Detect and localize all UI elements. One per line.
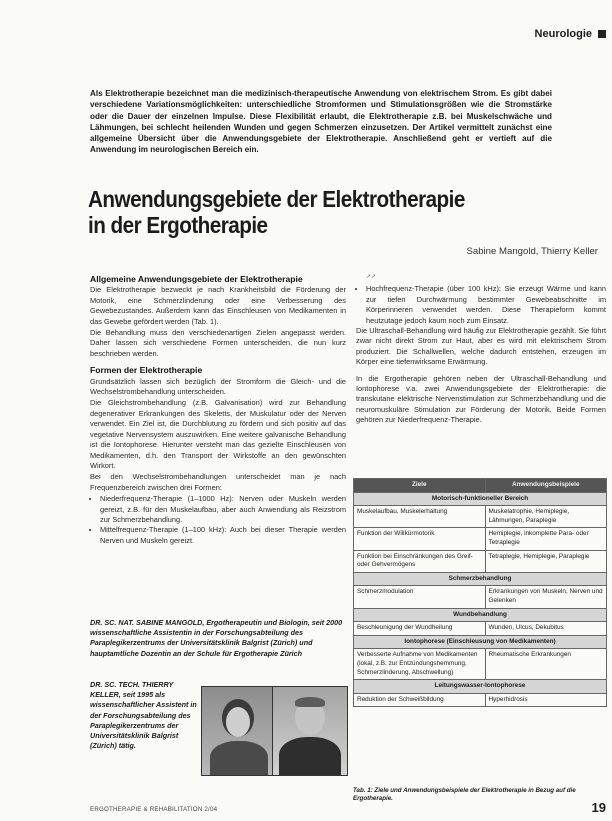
- list-item: • Mittelfrequenz-Therapie (1–100 kHz): Auch bei dieser Therapie werden Nerven und Muskeln gereizt.: [100, 525, 346, 546]
- table-row: [354, 506, 607, 528]
- hochfrequenz-list: [356, 284, 606, 326]
- table-category: Leitungswasser-Iontophorese: [354, 680, 607, 694]
- paragraph: In die Ergotherapie gehören neben der Ultraschall-Behandlung und Iontophorese v.a. zwei Anwendungsgebiete der Elektrotherapie: die transkutane elektrische Nervenstimulation zur Schmerzbehandlung und die neuromuskuläre Stimulation zur Förderung der Motorik. Beide Formen gehören zur Niederfrequenz-Therapie.: [356, 373, 606, 425]
- article-authors: Sabine Mangold, Thierry Keller: [466, 246, 598, 257]
- author-bio-keller: DR. SC. TECH. THIERRY KELLER, seit 1995 als wissenschaftlicher Assistent in der Forschungsabteilung des Paraplegikerzentrums der Universitätsklinik Balgrist (Zürich) tätig.: [90, 680, 197, 751]
- page-number: 19: [591, 800, 606, 815]
- author-photo-mangold: [201, 686, 277, 776]
- table-cell: Funktion bei Einschränkungen des Greif- oder Gehvermögens: [354, 550, 486, 572]
- table-row: [354, 649, 607, 680]
- hair-shape: [295, 697, 325, 707]
- table-cell: Hyperhidrosis: [485, 693, 606, 707]
- table-cell: Muskelaufbau, Muskelerhaltung: [354, 506, 486, 528]
- shoulders-shape: [210, 741, 268, 776]
- table-cell: Erkrankungen von Muskeln, Nerven und Gelenken: [485, 586, 606, 608]
- column-header-ziele: Ziele: [354, 479, 486, 493]
- table-cell: Wunden, Ulcus, Dekubitus: [485, 622, 606, 636]
- paragraph: Die Elektrotherapie bezweckt je nach Krankheitsbild die Förderung der Motorik, eine Schmerzlinderung oder eine Verbesserung des Gewebezustandes. Außerdem kann das Einschleusen von Medikamenten in das Gewebe gefördert werden (Tab. 1).: [90, 285, 346, 326]
- table-1: [353, 478, 607, 707]
- table-row: [354, 528, 607, 550]
- applications-table: [353, 478, 607, 707]
- table-category: Motorisch-funktioneller Bereich: [354, 492, 607, 506]
- left-column: [90, 272, 346, 546]
- title-line-1: Anwendungsgebiete der Elektrotherapie: [88, 186, 465, 212]
- article-title: [88, 186, 511, 238]
- table-cell: Verbesserte Aufnahme von Medikamenten (lokal, z.B. zur Entzündungshemmung, Schmerzlinderung, Abschwellung): [354, 649, 486, 680]
- list-item: • Hochfrequenz-Therapie (über 100 kHz): Sie erzeugt Wärme und kann zur tiefen Durchwärmung bestimmter Gewebeabschnitte im Körperinneren verwendet werden. Diese Therapieform kommt heutzutage jedoch kaum noch zum Einsatz.: [366, 284, 606, 326]
- title-line-2: in der Ergotherapie: [88, 212, 268, 238]
- table-row: [354, 693, 607, 707]
- shoulders-shape: [279, 737, 341, 776]
- journal-footer: ERGOTHERAPIE & REHABILITATION 2/04: [90, 806, 218, 813]
- table-category: Schmerzbehandlung: [354, 572, 607, 586]
- face-shape: [226, 707, 250, 737]
- table-cell: Rheumatische Erkrankungen: [485, 649, 606, 680]
- paragraph: Die Behandlung muss den verschiedenartigen Zielen angepasst werden. Daher lassen sich verschiedene Formen unterscheiden, die nun kurz beschrieben werden.: [90, 328, 346, 358]
- paragraph: Die Gleichstrombehandlung (z.B. Galvanisation) wird zur Behandlung degenerativer Erkrankungen des Skeletts, der Muskulatur oder der Nerven verwendet. Ein Ziel ist, die Durchblutung zu fördern und sich positiv auf das vegetative Nervensystem auszuwirken. Eine weitere galvanische Behandlung ist die Iontophorese. Hierunter versteht man das gezielte Einschleusen von Medikamenten, d.h. den Transport der Wirkstoffe an den gewünschten Wirkort.: [90, 398, 346, 470]
- column-header-anwendung: Anwendungsbeispiele: [485, 479, 606, 493]
- paragraph: Grundsätzlich lassen sich bezüglich der Stromform die Gleich- und die Wechselstrombehandlung unterscheiden.: [90, 376, 346, 397]
- table-cell: Schmerzmodulation: [354, 586, 486, 608]
- table-cell: Hemiplegie, inkomplette Para- oder Tetraplegie: [485, 528, 606, 550]
- table-row: [354, 622, 607, 636]
- table-header-row: [354, 479, 607, 493]
- table-cell: Beschleunigung der Wundheilung: [354, 622, 486, 636]
- section-label: Neurologie: [534, 28, 592, 40]
- heading-allgemeine: Allgemeine Anwendungsgebiete der Elektrotherapie: [90, 274, 303, 284]
- frequency-list: [90, 494, 346, 546]
- table-cell: Funktion der Willkürmotorik: [354, 528, 486, 550]
- author-bio-mangold: DR. SC. NAT. SABINE MANGOLD, Ergotherapeutin und Biologin, seit 2000 wissenschaftliche Assistentin in der Forschungsabteilung des Paraplegikerzentrums der Universitätsklinik Balgrist (Zürich) und hauptamtliche Dozentin an der Schule für Ergotherapie Zürich: [90, 618, 343, 658]
- section-tag: [535, 28, 606, 40]
- paragraph: Bei den Wechselstrombehandlungen unterscheidet man je nach Frequenzbereich zwischen drei Formen:: [90, 472, 346, 492]
- table-cell: Reduktion der Schweißbildung: [354, 693, 486, 707]
- right-column: [356, 272, 606, 427]
- list-item: • Niederfrequenz-Therapie (1–1000 Hz): Nerven oder Muskeln werden gereizt, z.B. für den Muskelaufbau, aber auch Anwendung als Reizstrom zur Schmerzbehandlung.: [100, 494, 346, 525]
- table-row: [354, 586, 607, 608]
- continuation-mark: ➚➚: [366, 274, 377, 280]
- table-row: [354, 550, 607, 572]
- table-category: Iontophorese (Einschleusung von Medikamenten): [354, 635, 607, 649]
- table-cell: Tetraplegie, Hemiplegie, Paraplegie: [485, 550, 606, 572]
- table-cell: Muskelatrophie, Hemiplegie, Lähmungen, Paraplegie: [485, 506, 606, 528]
- article-intro: Als Elektrotherapie bezeichnet man die medizinisch-therapeutische Anwendung von elektrischem Strom. Es gibt dabei verschiedene Variationsmöglichkeiten: unterschiedliche Stromformen und Stimulationsgrößen wie die Stromstärke oder die Dauer der einzelnen Impulse. Diese Flexibilität erlaubt, die Elektrotherapie z.B. bei Muskelschwäche und Lähmungen, bei schlecht heilenden Wunden und gegen Schmerzen einzusetzen. Der Artikel vermittelt zunächst eine allgemeine Übersicht über die Anwendungsgebiete der Elektrotherapie. Anschließend geht er vertieft auf die Anwendung im neurologischen Bereich ein.: [90, 89, 552, 155]
- paragraph: Die Ultraschall-Behandlung wird häufig zur Elektrotherapie gezählt. Sie führt zwar nicht direkt Strom zur Haut, aber es wird mit elektrischem Strom produziert. Die Schallwellen, welche dadurch entstehen, erzeugen im Körper eine tiefenwirksame Erwärmung.: [356, 326, 606, 367]
- heading-formen: Formen der Elektrotherapie: [90, 365, 203, 376]
- section-square-icon: [598, 30, 606, 38]
- table-caption: Tab. 1: Ziele und Anwendungsbeispiele der Elektrotherapie in Bezug auf die Ergotherapie.: [353, 787, 576, 803]
- author-photo-keller: [272, 686, 348, 776]
- table-category: Wundbehandlung: [354, 608, 607, 622]
